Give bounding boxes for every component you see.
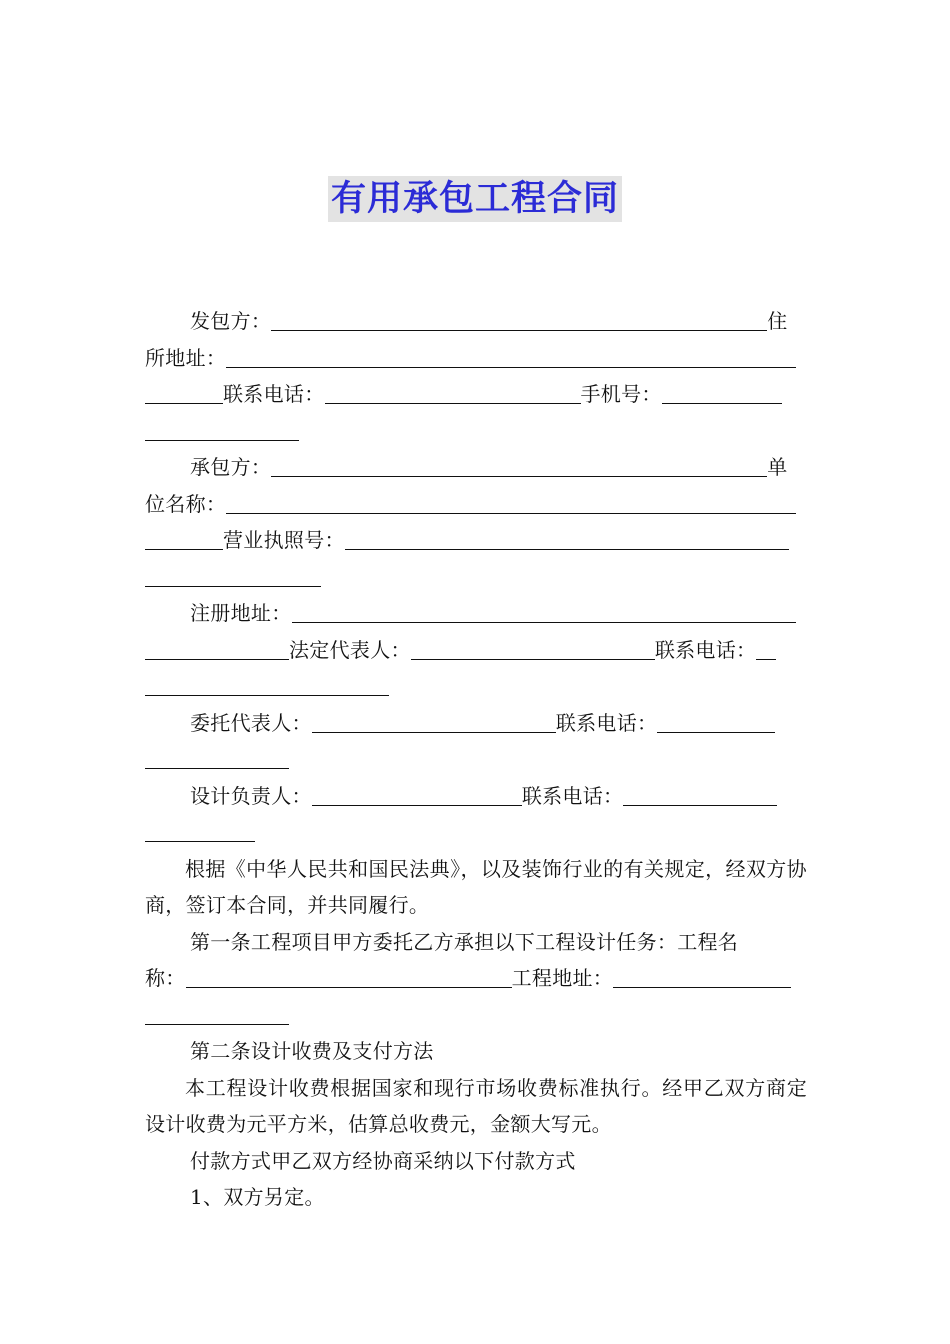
unit-name-line (145, 486, 807, 523)
party-a-mobile-blank-cont[interactable] (145, 420, 299, 441)
document-title: 有用承包工程合同 (328, 176, 622, 222)
project-name-blank[interactable] (186, 967, 512, 988)
license-cont (145, 559, 807, 596)
agent-phone-blank-cont[interactable] (145, 748, 289, 769)
party-a-blank[interactable] (271, 310, 767, 331)
payment-line (145, 1143, 807, 1180)
reg-address-blank[interactable] (292, 602, 796, 623)
project-address-blank[interactable] (613, 967, 791, 988)
article1-name-line (145, 960, 807, 997)
party-a-phone-blank[interactable] (325, 383, 581, 404)
agent-blank[interactable] (312, 712, 556, 733)
agent-label: 委托代表人： (190, 710, 312, 735)
party-b-blank[interactable] (271, 456, 767, 477)
reg-address-blank-cont[interactable] (145, 639, 289, 660)
reg-address-label: 注册地址： (190, 601, 292, 625)
party-b-label: 承包方： (190, 455, 272, 479)
designer-phone-blank[interactable] (623, 785, 777, 806)
project-address-blank-cont[interactable] (145, 1004, 289, 1025)
project-address-label: 工程地址： (511, 966, 614, 990)
designer-phone-cont (145, 814, 807, 851)
party-a-address-line (145, 340, 807, 377)
party-a-phone-line (145, 376, 807, 413)
legal-rep-blank[interactable] (411, 639, 655, 660)
contract-body (145, 303, 807, 1216)
license-blank-cont[interactable] (145, 566, 321, 587)
party-a-phone-label: 联系电话： (223, 382, 325, 406)
legal-rep-label: 法定代表人： (289, 637, 411, 662)
designer-line (145, 778, 807, 815)
designer-phone-blank-cont[interactable] (145, 821, 255, 842)
address-label-part2: 所地址： (145, 345, 227, 370)
party-b-line (145, 449, 807, 486)
party-a-line (145, 303, 807, 340)
agent-line (145, 705, 807, 742)
license-line (145, 522, 807, 559)
license-label: 营业执照号： (223, 528, 345, 552)
party-b-phone-label: 联系电话： (654, 637, 757, 662)
project-address-cont (145, 997, 807, 1034)
article2-heading: 第二条设计收费及支付方法 (190, 1039, 434, 1063)
designer-phone-label: 联系电话： (521, 783, 624, 808)
party-b-phone-cont (145, 668, 807, 705)
article1-name-label: 称： (145, 966, 186, 990)
party-a-label: 发包方： (190, 309, 272, 333)
party-b-phone-blank-cont[interactable] (145, 675, 389, 696)
title-area (0, 176, 950, 222)
unit-label-part1: 单 (767, 455, 788, 479)
designer-label: 设计负责人： (190, 783, 312, 808)
address-blank[interactable] (226, 347, 796, 368)
party-a-mobile-label: 手机号： (580, 382, 662, 406)
reg-address-line (145, 595, 807, 632)
unit-label-part2: 位名称： (145, 491, 227, 516)
party-b-phone-blank[interactable] (756, 639, 776, 660)
legal-rep-line (145, 632, 807, 669)
article1-text: 第一条工程项目甲方委托乙方承担以下工程设计任务：工程名 (190, 929, 739, 954)
party-a-mobile-cont (145, 413, 807, 450)
agent-phone-cont (145, 741, 807, 778)
unit-name-blank[interactable] (226, 493, 796, 514)
address-blank-cont[interactable] (145, 383, 223, 404)
designer-blank[interactable] (312, 785, 522, 806)
item1-text: 1、双方另定。 (190, 1185, 325, 1209)
address-label-part1: 住 (767, 309, 788, 333)
basis-paragraph: 根据《中华人民共和国民法典》，以及装饰行业的有关规定，经双方协商，签订本合同，并共同履行。 (145, 856, 807, 917)
unit-name-blank-cont[interactable] (145, 529, 223, 550)
item1-line (145, 1179, 807, 1216)
payment-text: 付款方式甲乙双方经协商采纳以下付款方式 (190, 1148, 576, 1173)
article1-line (145, 924, 807, 961)
article2-title (145, 1033, 807, 1070)
party-a-mobile-blank[interactable] (662, 383, 782, 404)
agent-phone-label: 联系电话： (555, 710, 658, 735)
agent-phone-blank[interactable] (657, 712, 775, 733)
article2-paragraph: 本工程设计收费根据国家和现行市场收费标准执行。经甲乙双方商定设计收费为元平方米，估算总收费元，金额大写元。 (145, 1075, 807, 1136)
license-blank[interactable] (345, 529, 789, 550)
